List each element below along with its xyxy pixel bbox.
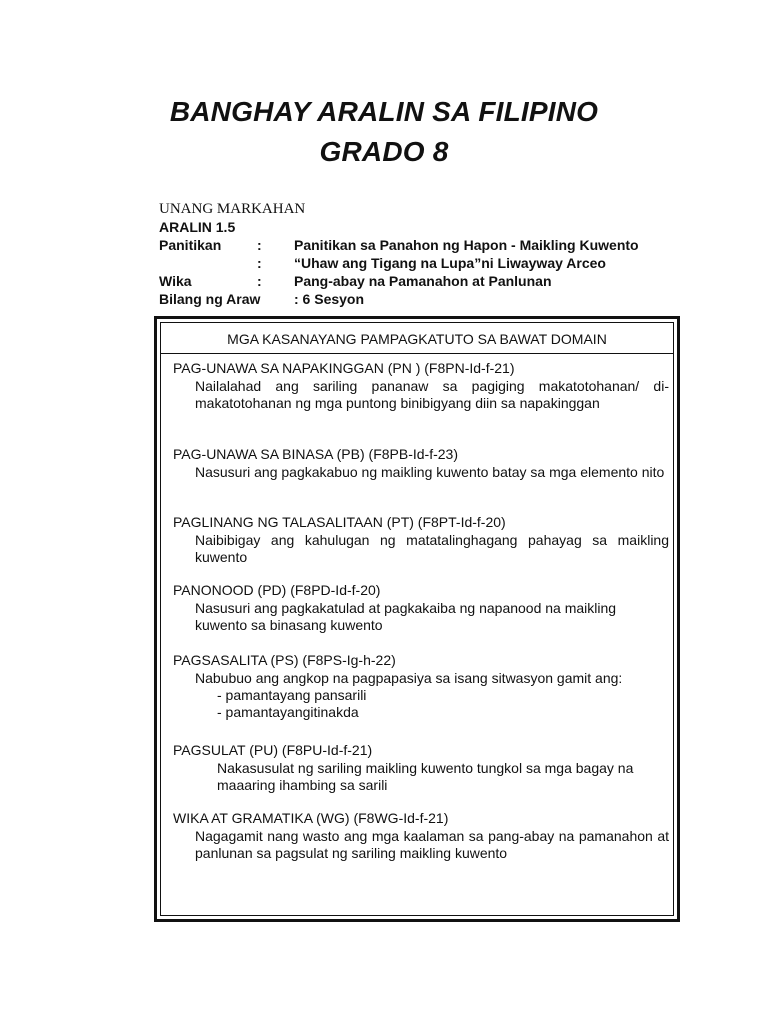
section-pb <box>173 446 669 481</box>
competency-text: Nabubuo ang angkop na pagpapasiya sa isang sitwasyon gamit ang: <box>195 670 623 686</box>
section-pt <box>173 514 669 566</box>
competency-item <box>173 378 669 412</box>
lesson-label: ARALIN 1.5 <box>159 219 236 235</box>
meta-value: Pang-abay na Pamanahon at Panlunan <box>294 273 552 289</box>
meta-key: Wika <box>159 273 192 289</box>
section-ps <box>173 652 669 721</box>
document-title: BANGHAY ARALIN SA FILIPINO <box>169 96 599 127</box>
competency-text: Naibibigay ang kahulugan ng matatalinghagang pahayag sa maikling kuwento <box>195 532 669 565</box>
section-wg <box>173 810 669 862</box>
competency-item <box>173 464 669 481</box>
meta-value: Panitikan sa Panahon ng Hapon - Maikling Kuwento <box>294 237 639 253</box>
section-title: PAG-UNAWA SA BINASA (PB) (F8PB-Id-f-23) <box>173 446 458 462</box>
sub-item: - pamantayang pansarili <box>217 687 367 703</box>
section-title: PANONOOD (PD) (F8PD-Id-f-20) <box>173 582 381 598</box>
competencies-box <box>154 316 680 922</box>
quarter-label: UNANG MARKAHAN <box>159 201 306 217</box>
meta-row-panitikan <box>159 237 679 255</box>
document-subtitle: GRADO 8 <box>319 136 449 167</box>
sub-item: - pamantayangitinakda <box>217 704 359 720</box>
competency-text: Nagagamit nang wasto ang mga kaalaman sa pang-abay na pamanahon at panlunan sa pagsulat ng sariling maikling kuwento <box>195 828 669 861</box>
competency-item <box>173 670 669 687</box>
meta-colon: : <box>257 273 262 289</box>
competencies-box-inner <box>160 322 674 916</box>
heading-divider <box>161 353 673 354</box>
section-title: PAGSULAT (PU) (F8PU-Id-f-21) <box>173 742 373 758</box>
section-pn <box>173 360 669 412</box>
meta-key: Panitikan <box>159 237 222 253</box>
section-pu <box>173 742 669 794</box>
meta-colon: : <box>257 237 262 253</box>
meta-value: : 6 Sesyon <box>294 291 365 307</box>
meta-row-days <box>159 291 679 309</box>
section-pd <box>173 582 669 634</box>
section-title: PAG-UNAWA SA NAPAKINGGAN (PN ) (F8PN-Id-f-21) <box>173 360 515 376</box>
competency-item <box>173 828 669 862</box>
meta-key: Bilang ng Araw <box>159 291 261 307</box>
meta-row-story <box>159 255 679 273</box>
meta-colon: : <box>257 255 262 271</box>
section-title: PAGLINANG NG TALASALITAAN (PT) (F8PT-Id-f-20) <box>173 514 506 530</box>
meta-value: “Uhaw ang Tigang na Lupa”ni Liwayway Arceo <box>294 255 606 271</box>
section-title: PAGSASALITA (PS) (F8PS-Ig-h-22) <box>173 652 396 668</box>
competency-text: Nasusuri ang pagkakabuo ng maikling kuwento batay sa mga elemento nito <box>195 464 665 480</box>
meta-row-wika <box>159 273 679 291</box>
competency-item <box>173 532 669 566</box>
competency-text: Nakasusulat ng sariling maikling kuwento tungkol sa mga bagay na maaaring ihambing sa sarili <box>217 760 634 793</box>
section-title: WIKA AT GRAMATIKA (WG) (F8WG-Id-f-21) <box>173 810 449 826</box>
competency-text: Nailalahad ang sariling pananaw sa pagiging makatotohanan/ di-makatotohanan ng mga puntong binibigyang diin sa napakinggan <box>195 378 669 411</box>
competency-text: Nasusuri ang pagkakatulad at pagkakaiba ng napanood na maikling kuwento sa binasang kuwento <box>195 600 617 633</box>
competencies-heading: MGA KASANAYANG PAMPAGKATUTO SA BAWAT DOMAIN <box>227 331 607 347</box>
